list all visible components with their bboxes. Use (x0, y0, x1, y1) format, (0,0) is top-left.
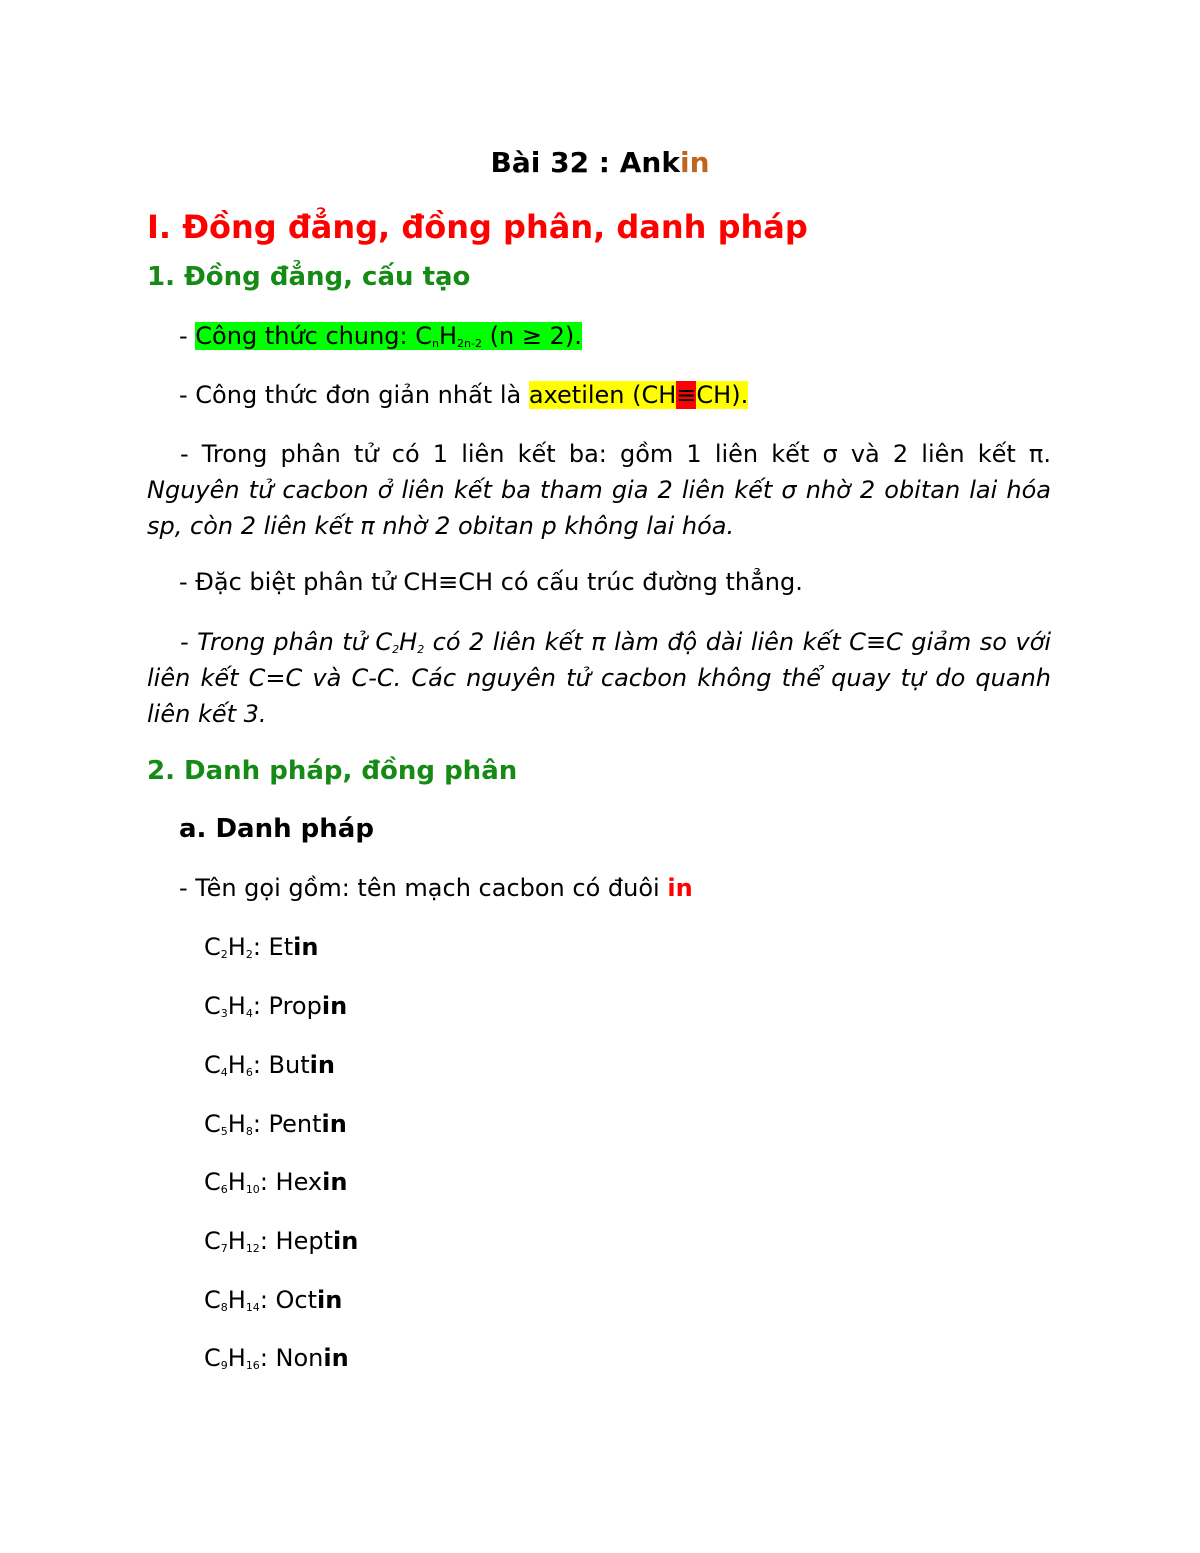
alkyne-h-sub: 14 (245, 1301, 260, 1314)
alkyne-c: C (204, 992, 221, 1020)
alkyne-colon: : (252, 1110, 269, 1138)
alkyne-c-sub: 9 (220, 1359, 228, 1372)
alkyne-h: H (227, 1227, 246, 1255)
naming-text: - Tên gọi gồm: tên mạch cacbon có đuôi (179, 874, 668, 902)
bond-length-c: có 2 liên kết π làm độ dài liên kết C≡C giảm so với liên kết C=C và C-C. Các nguyên tử cacbon không thể quay tự do quanh liên kết 3. (147, 628, 1051, 728)
alkyne-c: C (204, 1286, 221, 1314)
naming-suffix: in (667, 874, 693, 902)
formula-highlight (195, 322, 582, 350)
alkyne-colon: : (259, 1344, 276, 1372)
formula-h: H (439, 322, 458, 350)
alkyne-name-suffix: in (333, 1227, 359, 1255)
bond-length-s2: 2 (417, 643, 425, 656)
axetilen-end: CH). (696, 381, 749, 409)
alkyne-c-sub: 6 (220, 1183, 228, 1196)
subsection-heading-2a: a. Danh pháp (179, 814, 374, 844)
alkyne-name-suffix: in (317, 1286, 343, 1314)
alkyne-c: C (204, 1344, 221, 1372)
alkyne-name-stem: Oct (275, 1286, 318, 1314)
alkyne-h-sub: 10 (245, 1183, 260, 1196)
alkyne-row (204, 1343, 349, 1373)
linear-structure: - Đặc biệt phân tử CH≡CH có cấu trúc đường thẳng. (179, 568, 803, 596)
alkyne-h-sub: 8 (245, 1125, 253, 1138)
alkyne-c: C (204, 1168, 221, 1196)
formula-n: n (432, 337, 439, 350)
subsection-heading-2: 2. Danh pháp, đồng phân (147, 756, 518, 786)
simplest-text: - Công thức đơn giản nhất là (179, 381, 529, 409)
alkyne-name-stem: But (268, 1051, 310, 1079)
general-formula (179, 321, 582, 351)
alkyne-colon: : (259, 1227, 276, 1255)
alkyne-h: H (227, 1168, 246, 1196)
alkyne-name-stem: Prop (268, 992, 322, 1020)
alkyne-name-suffix: in (321, 1110, 347, 1138)
triple-bond-paragraph (147, 436, 1051, 544)
section-heading-1: I. Đồng đẳng, đồng phân, danh pháp (147, 208, 808, 246)
alkyne-c: C (204, 1051, 221, 1079)
alkyne-h-sub: 16 (245, 1359, 260, 1372)
alkyne-h: H (227, 933, 246, 961)
axetilen-highlight (529, 381, 748, 409)
alkyne-name-suffix: in (323, 1344, 349, 1372)
formula-dash: - (179, 322, 196, 350)
alkyne-name-stem: Pent (268, 1110, 322, 1138)
alkyne-row (204, 991, 347, 1021)
page-title (0, 145, 1200, 181)
formula-condition: (n ≥ 2). (482, 322, 582, 350)
alkyne-colon: : (259, 1286, 276, 1314)
simplest-formula (179, 380, 748, 410)
alkyne-row (204, 1050, 335, 1080)
alkyne-row (204, 1285, 342, 1315)
alkyne-c-sub: 3 (220, 1007, 228, 1020)
alkyne-name-stem: Hex (275, 1168, 323, 1196)
alkyne-colon: : (252, 933, 269, 961)
alkyne-row (204, 1167, 347, 1197)
formula-label: Công thức chung: C (195, 322, 433, 350)
alkyne-name-suffix: in (293, 933, 319, 961)
alkyne-colon: : (252, 1051, 269, 1079)
alkyne-name-suffix: in (309, 1051, 335, 1079)
alkyne-h: H (227, 992, 246, 1020)
alkyne-row (204, 1109, 347, 1139)
alkyne-h: H (227, 1051, 246, 1079)
naming-rule (179, 873, 693, 903)
bond-length-b: H (399, 628, 418, 656)
alkyne-name-suffix: in (322, 1168, 348, 1196)
alkyne-h-sub: 12 (245, 1242, 260, 1255)
formula-sub: 2n-2 (457, 337, 482, 350)
alkyne-name-stem: Hept (275, 1227, 333, 1255)
alkyne-h: H (227, 1286, 246, 1314)
bond-length-a: - Trong phân tử C (180, 628, 393, 656)
bond-length-s1: 2 (392, 643, 400, 656)
alkyne-c-sub: 4 (220, 1066, 228, 1079)
title-suffix: in (679, 146, 710, 179)
bond-length-paragraph (147, 624, 1051, 732)
alkyne-h-sub: 4 (245, 1007, 253, 1020)
alkyne-h: H (227, 1110, 246, 1138)
alkyne-row (204, 1226, 358, 1256)
axetilen-name: axetilen (CH (528, 381, 677, 409)
alkyne-c: C (204, 933, 221, 961)
alkyne-c: C (204, 1110, 221, 1138)
alkyne-c-sub: 7 (220, 1242, 228, 1255)
title-prefix: Bài 32 : Ank (490, 146, 680, 179)
alkyne-name-stem: Et (268, 933, 294, 961)
alkyne-name-suffix: in (321, 992, 348, 1020)
alkyne-c-sub: 8 (220, 1301, 228, 1314)
alkyne-c-sub: 2 (220, 948, 228, 961)
alkyne-row (204, 932, 318, 962)
alkyne-colon: : (259, 1168, 276, 1196)
alkyne-h-sub: 6 (245, 1066, 253, 1079)
triple-bond-text: - Trong phân tử có 1 liên kết ba: gồm 1 liên kết σ và 2 liên kết π. (180, 440, 1051, 468)
triple-bond: ≡ (676, 381, 697, 409)
subsection-heading-1: 1. Đồng đẳng, cấu tạo (147, 262, 471, 292)
alkyne-c: C (204, 1227, 221, 1255)
alkyne-h: H (227, 1344, 246, 1372)
alkyne-colon: : (252, 992, 269, 1020)
alkyne-c-sub: 5 (220, 1125, 228, 1138)
alkyne-h-sub: 2 (245, 948, 253, 961)
alkyne-name-stem: Non (275, 1344, 324, 1372)
orbital-text: Nguyên tử cacbon ở liên kết ba tham gia 2 liên kết σ nhờ 2 obitan lai hóa sp, còn 2 liên kết π nhờ 2 obitan p không lai hóa. (147, 476, 1051, 540)
